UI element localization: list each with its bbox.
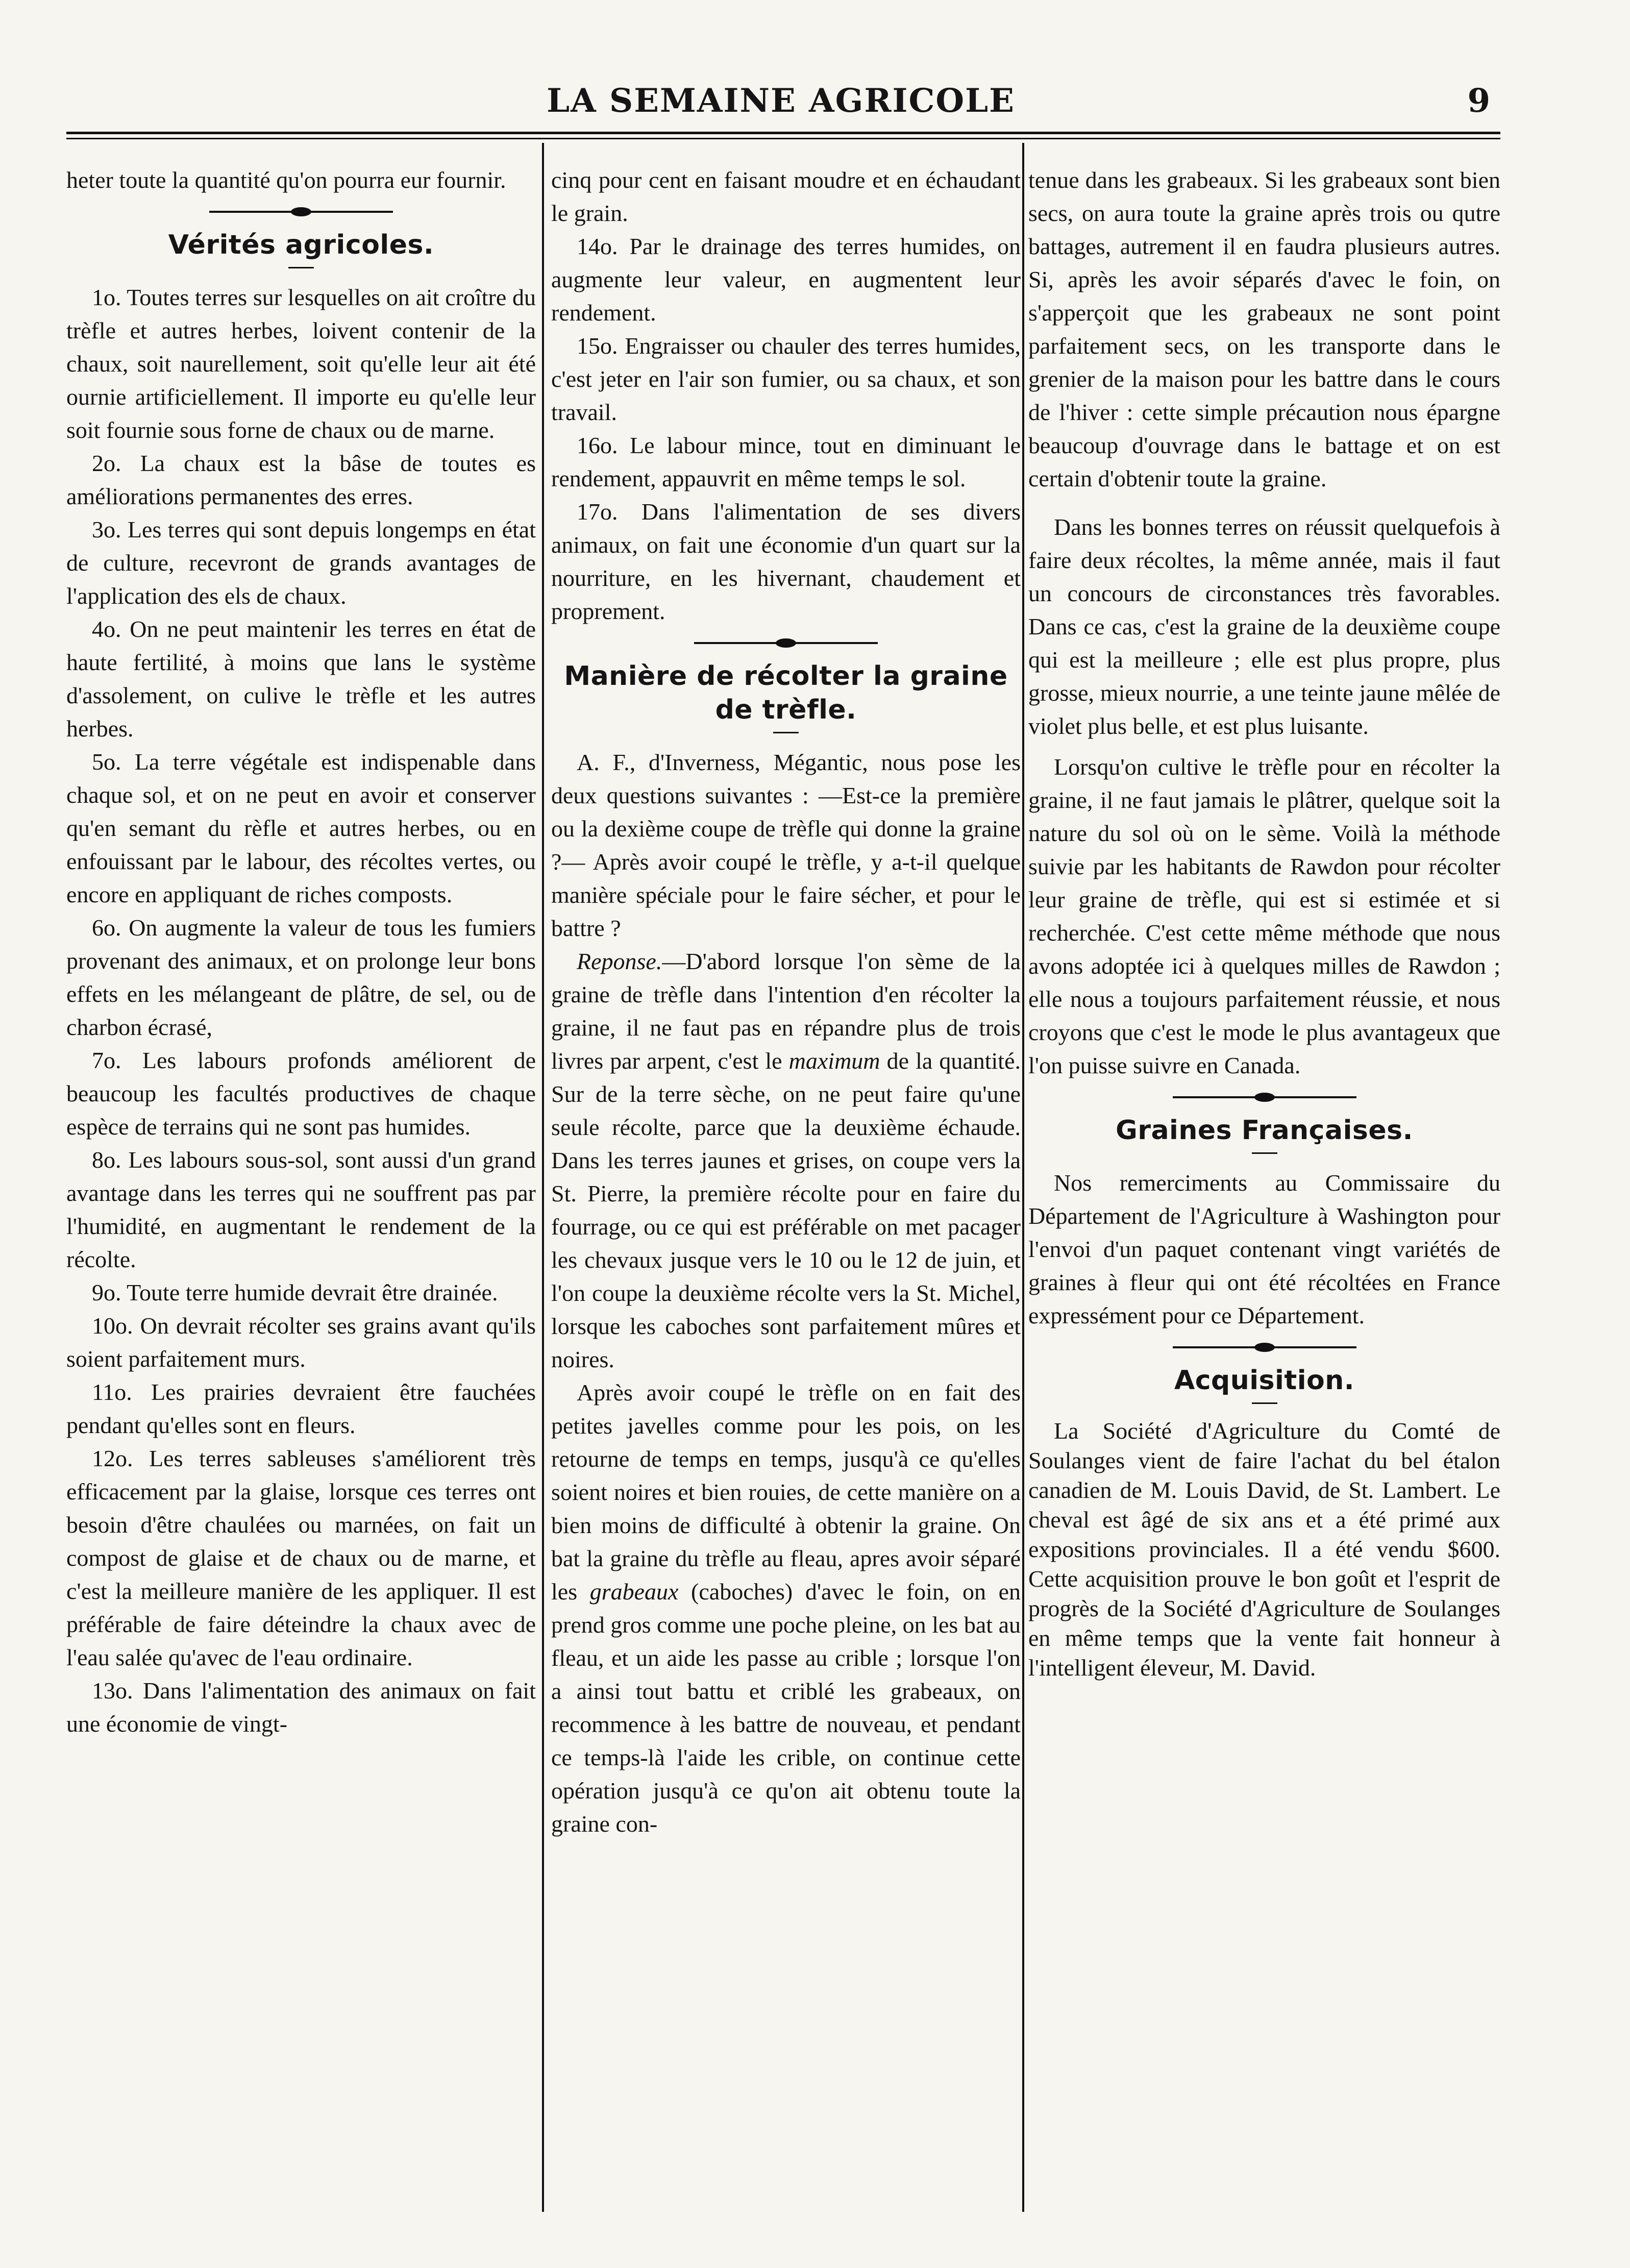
column-2 xyxy=(551,163,1021,2248)
column-divider-1 xyxy=(542,143,544,2212)
heading-dash xyxy=(1252,1152,1277,1154)
paragraph: 10o. On devrait récolter ses grains avant qu'ils soient parfaitement murs. xyxy=(66,1313,536,1372)
paragraph xyxy=(551,1376,1021,1840)
heading-dash xyxy=(773,732,799,733)
section-heading: Graines Françaises. xyxy=(1116,1115,1413,1146)
paragraph: 6o. On augmente la valeur de tous les fumiers provenant des animaux, et on prolonge leur bons effets en les mélangeant de plâtre, de sel, ou de charbon écrasé, xyxy=(66,915,536,1040)
paragraph: 16o. Le labour mince, tout en diminuant le rendement, appauvrit en même temps le sol. xyxy=(551,432,1021,491)
column-divider-2 xyxy=(1022,143,1024,2212)
paragraph: cinq pour cent en faisant moudre et en échaudant le grain. xyxy=(551,167,1021,226)
paragraph: 1o. Toutes terres sur lesquelles on ait croître du trèfle et autres herbes, loivent contenir de la chaux, soit naurellement, soit qu'elle leur ait été ournie artificiellement. Il importe eu qu'elle leur soit fournie sous forne de chaux ou de marne. xyxy=(66,284,536,443)
header-rule-thick xyxy=(66,132,1500,134)
paragraph: A. F., d'Inverness, Mégantic, nous pose les deux questions suivantes : —Est-ce la première ou la dexième coupe de trèfle qui donne la graine ?— Après avoir coupé le trèfle, y a-t-il quelque manière spéciale pour le faire sécher, et pour le battre ? xyxy=(551,749,1021,941)
article-heading: Manière de récolter la graine de trèfle. xyxy=(564,661,1008,725)
paragraph: La Société d'Agriculture du Comté de Soulanges vient de faire l'achat du bel étalon canadien de M. Louis David, de St. Lambert. Le cheval est âgé de six ans et a été primé aux expositions provinciales. Il a été vendu $600. Cette acquisition prouve le bon goût et l'esprit de progrès de la Société d'Agriculture de Soulanges en même temps que la vente fait honneur à l'intelligent éleveur, M. David. xyxy=(1028,1418,1500,1681)
section-ornament xyxy=(694,633,878,653)
text-run: (caboches) d'avec le foin, on en prend gros comme une poche pleine, on les bat au fleau, et un aide les passe au crible ; lorsque l'on a ainsi tout battu et criblé les grabeaux, on recommence à les battre de nouveau, et pendant ce temps-là l'aide les crible, on continue cette opération jusqu'à ce qu'on ait obtenu toute la graine con- xyxy=(551,1579,1021,1837)
reponse-label: Reponse. xyxy=(577,948,662,974)
paragraph: 7o. Les labours profonds améliorent de beaucoup les facultés productives de chaque espèce de terrains qui ne sont pas humides. xyxy=(66,1047,536,1140)
column-1 xyxy=(66,163,536,2248)
paragraph: 14o. Par le drainage des terres humides, on augmente leur valeur, en augmentent leur rendement. xyxy=(551,233,1021,326)
paragraph: 9o. Toute terre humide devrait être drainée. xyxy=(92,1279,498,1305)
paragraph: heter toute la quantité qu'on pourra eur fournir. xyxy=(66,167,506,193)
paragraph: 2o. La chaux est la bâse de toutes es améliorations permanentes des erres. xyxy=(66,450,536,509)
paragraph: 15o. Engraisser ou chauler des terres humides, c'est jeter en l'air son fumier, ou sa chaux, et son travail. xyxy=(551,333,1021,425)
paragraph: Dans les bonnes terres on réussit quelquefois à faire deux récoltes, la même année, mais il faut un concours de circonstances très favorables. Dans ce cas, c'est la graine de la deuxième coupe qui est la meilleure ; elle est plus propre, plus grosse, mieux nourrie, a une teinte jaune mêlée de violet plus belle, et est plus luisante. xyxy=(1028,514,1500,739)
paragraph: 11o. Les prairies devraient être fauchées pendant qu'elles sont en fleurs. xyxy=(66,1379,536,1438)
paragraph: 17o. Dans l'alimentation de ses divers animaux, on fait une économie d'un quart sur la nourriture, en les hivernant, chaudement et proprement. xyxy=(551,499,1021,624)
paragraph: 3o. Les terres qui sont depuis longemps en état de culture, recevront de grands avantages de l'application des els de chaux. xyxy=(66,516,536,609)
paragraph: tenue dans les grabeaux. Si les grabeaux sont bien secs, on aura toute la graine après trois ou qutre battages, autrement il en faudra plusieurs autres. Si, après les avoir séparés d'avec le foin, on s'apperçoit que les grabeaux ne sont point parfaitement secs, on les transporte dans le grenier de la maison pour les battre dans le cours de l'hiver : cette simple précaution nous épargne beaucoup d'ouvrage dans le battage et on est certain d'obtenir toute la graine. xyxy=(1028,167,1500,491)
newspaper-title: LA SEMAINE AGRICOLE xyxy=(547,82,1015,120)
paragraph: Lorsqu'on cultive le trèfle pour en récolter la graine, il ne faut jamais le plâtrer, quelque soit la nature du sol où on le sème. Voilà la méthode suivie par les habitants de Rawdon pour récolter leur graine de trèfle, qui est si estimée et si recherchée. C'est cette même méthode que nous avons adoptée ici à quelques milles de Rawdon ; elle nous a toujours parfaitement réussie, et nous croyons que c'est le mode le plus avantageux que l'on puisse suivre en Canada. xyxy=(1028,754,1500,1078)
reponse-paragraph xyxy=(551,945,1021,1376)
column-3 xyxy=(1028,163,1500,2248)
page-header xyxy=(66,71,1495,128)
paragraph: 13o. Dans l'alimentation des animaux on fait une économie de vingt- xyxy=(66,1678,536,1737)
paragraph: 8o. Les labours sous-sol, sont aussi d'un grand avantage dans les terres qui ne souffrent pas par l'humidité, en augmentant le rendement de la récolte. xyxy=(66,1147,536,1272)
section-ornament xyxy=(209,202,393,222)
paragraph: Nos remerciments au Commissaire du Département de l'Agriculture à Washington pour l'envoi d'un paquet contenant vingt variétés de graines à fleur qui ont été récoltées en France expressément pour ce Département. xyxy=(1028,1170,1500,1328)
paragraph: 12o. Les terres sableuses s'améliorent très efficacement par la glaise, lorsque ces terres ont besoin d'être chaulées ou marnées, on fait un compost de glaise et de chaux ou de marne, et c'est la meilleure manière de les appliquer. Il est préférable de faire déteindre la chaux avec de l'eau salée qu'avec de l'eau ordinaire. xyxy=(66,1445,536,1670)
text-run: Après avoir coupé le trèfle on en fait des petites javelles comme pour les pois, on les retourne de temps en temps, jusqu'à ce qu'elles soient noires et bien rouies, de cette manière on a bien moins de difficulté à obtenir la graine. On bat la graine du trèfle au fleau, apres avoir séparé les xyxy=(551,1379,1021,1605)
section-ornament xyxy=(1173,1087,1356,1107)
heading-dash xyxy=(1252,1402,1277,1404)
emphasis: maximum xyxy=(788,1048,880,1074)
paragraph: 5o. La terre végétale est indispenable dans chaque sol, et on ne peut en avoir et conserver qu'en semant du rèfle et autres herbes, ou en enfouissant par le labour, des récoltes vertes, ou encore en appliquant de riches composts. xyxy=(66,749,536,907)
section-heading: Vérités agricoles. xyxy=(168,230,434,260)
section-ornament xyxy=(1173,1337,1356,1358)
emphasis: grabeaux xyxy=(589,1579,679,1605)
text-run: de la quantité. Sur de la terre sèche, on ne peut faire qu'une seule récolte, parce que la deuxième échaude. Dans les terres jaunes et grises, on coupe vers la St. Pierre, la première récolte pour en faire du fourrage, ou ce qui est préférable on met pacager les chevaux jusque vers le 10 ou le 12 de juin, et l'on coupe la deuxième récolte vers la St. Michel, lorsque les caboches sont parfaitement mûres et noires. xyxy=(551,1048,1021,1372)
header-rule-thin xyxy=(66,138,1500,139)
text-run: —D'abord lorsque l'on sème de la graine de trèfle dans l'intention d'en récolter la graine, il ne faut pas en répandre plus de trois livres par arpent, c'est le xyxy=(551,948,1021,1074)
page-number: 9 xyxy=(1467,82,1490,120)
heading-dash xyxy=(288,267,314,268)
paragraph: 4o. On ne peut maintenir les terres en état de haute fertilité, à moins que lans le système d'assolement, on culive le trèfle et les autres herbes. xyxy=(66,616,536,742)
section-heading: Acquisition. xyxy=(1174,1365,1355,1396)
